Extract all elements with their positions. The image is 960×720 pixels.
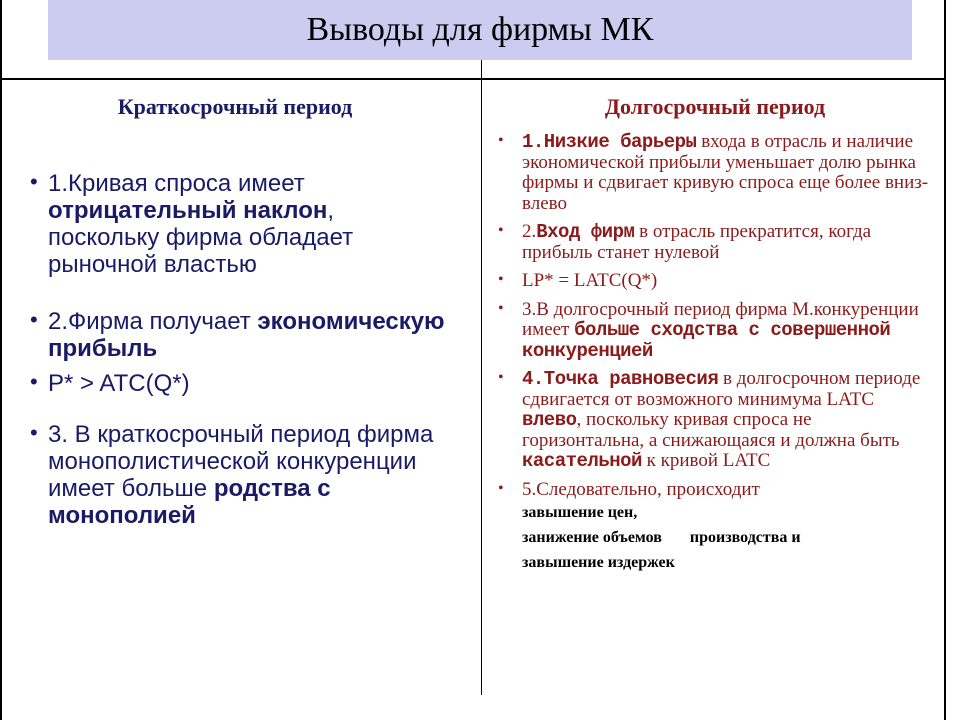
list-item: • 5.Следовательно, происходит завышение цен, занижение объемов производства и завышение издержек bbox=[498, 478, 801, 571]
long-term-heading: Долгосрочный период bbox=[604, 94, 826, 119]
list-item: • 1.Кривая спроса имеет отрицательный наклон, поскольку фирма обладает рыночной властью bbox=[30, 169, 354, 278]
long-term-list bbox=[498, 131, 932, 575]
page-title: Выводы для фирмы МК bbox=[306, 11, 654, 48]
short-term-heading: Краткосрочный период bbox=[117, 94, 353, 119]
bullet-icon: • bbox=[498, 369, 504, 386]
list-item: • 2.Вход фирм в отрасль прекратится, когда прибыль станет нулевой bbox=[498, 221, 872, 263]
list-item: • 3.В долгосрочный период фирма М.конкуренции имеет больше сходства с совершенной конкуренцией bbox=[498, 298, 919, 362]
list-item: • 1.Низкие барьеры входа в отрасль и наличие экономической прибыли уменьшает долю рынка фирмы и сдвигает кривую спроса еще более вниз-влево bbox=[498, 131, 929, 214]
list-item: • 3. В краткосрочный период фирма монополистической конкуренции имеет больше родства с монополией bbox=[30, 420, 434, 529]
bullet-icon: • bbox=[498, 479, 504, 497]
table-header-divider bbox=[0, 78, 946, 80]
bullet-icon: • bbox=[30, 307, 38, 332]
bullet-icon: • bbox=[498, 222, 504, 239]
bullet-icon: • bbox=[498, 132, 504, 149]
table-left-border bbox=[0, 0, 2, 720]
list-item: • P* > ATC(Q*) bbox=[30, 369, 190, 397]
list-item: • 4.Точка равновесия в долгосрочном периоде сдвигается от возможного минимума LATC влево, поскольку кривая спроса не горизонтальна, а снижающаяся и должна быть касательной к кривой LATC bbox=[498, 368, 921, 472]
bullet-icon: • bbox=[498, 271, 504, 288]
bullet-icon: • bbox=[30, 420, 38, 445]
bullet-icon: • bbox=[30, 169, 38, 194]
bullet-icon: • bbox=[498, 299, 504, 317]
title-banner bbox=[48, 0, 912, 60]
table-right-border bbox=[944, 0, 946, 720]
column-divider bbox=[481, 60, 482, 695]
bullet-icon: • bbox=[30, 369, 38, 394]
list-item: • 2.Фирма получает экономическую прибыль bbox=[30, 307, 445, 362]
short-term-list bbox=[30, 169, 450, 529]
list-item: • LP* = LATC(Q*) bbox=[498, 270, 658, 291]
